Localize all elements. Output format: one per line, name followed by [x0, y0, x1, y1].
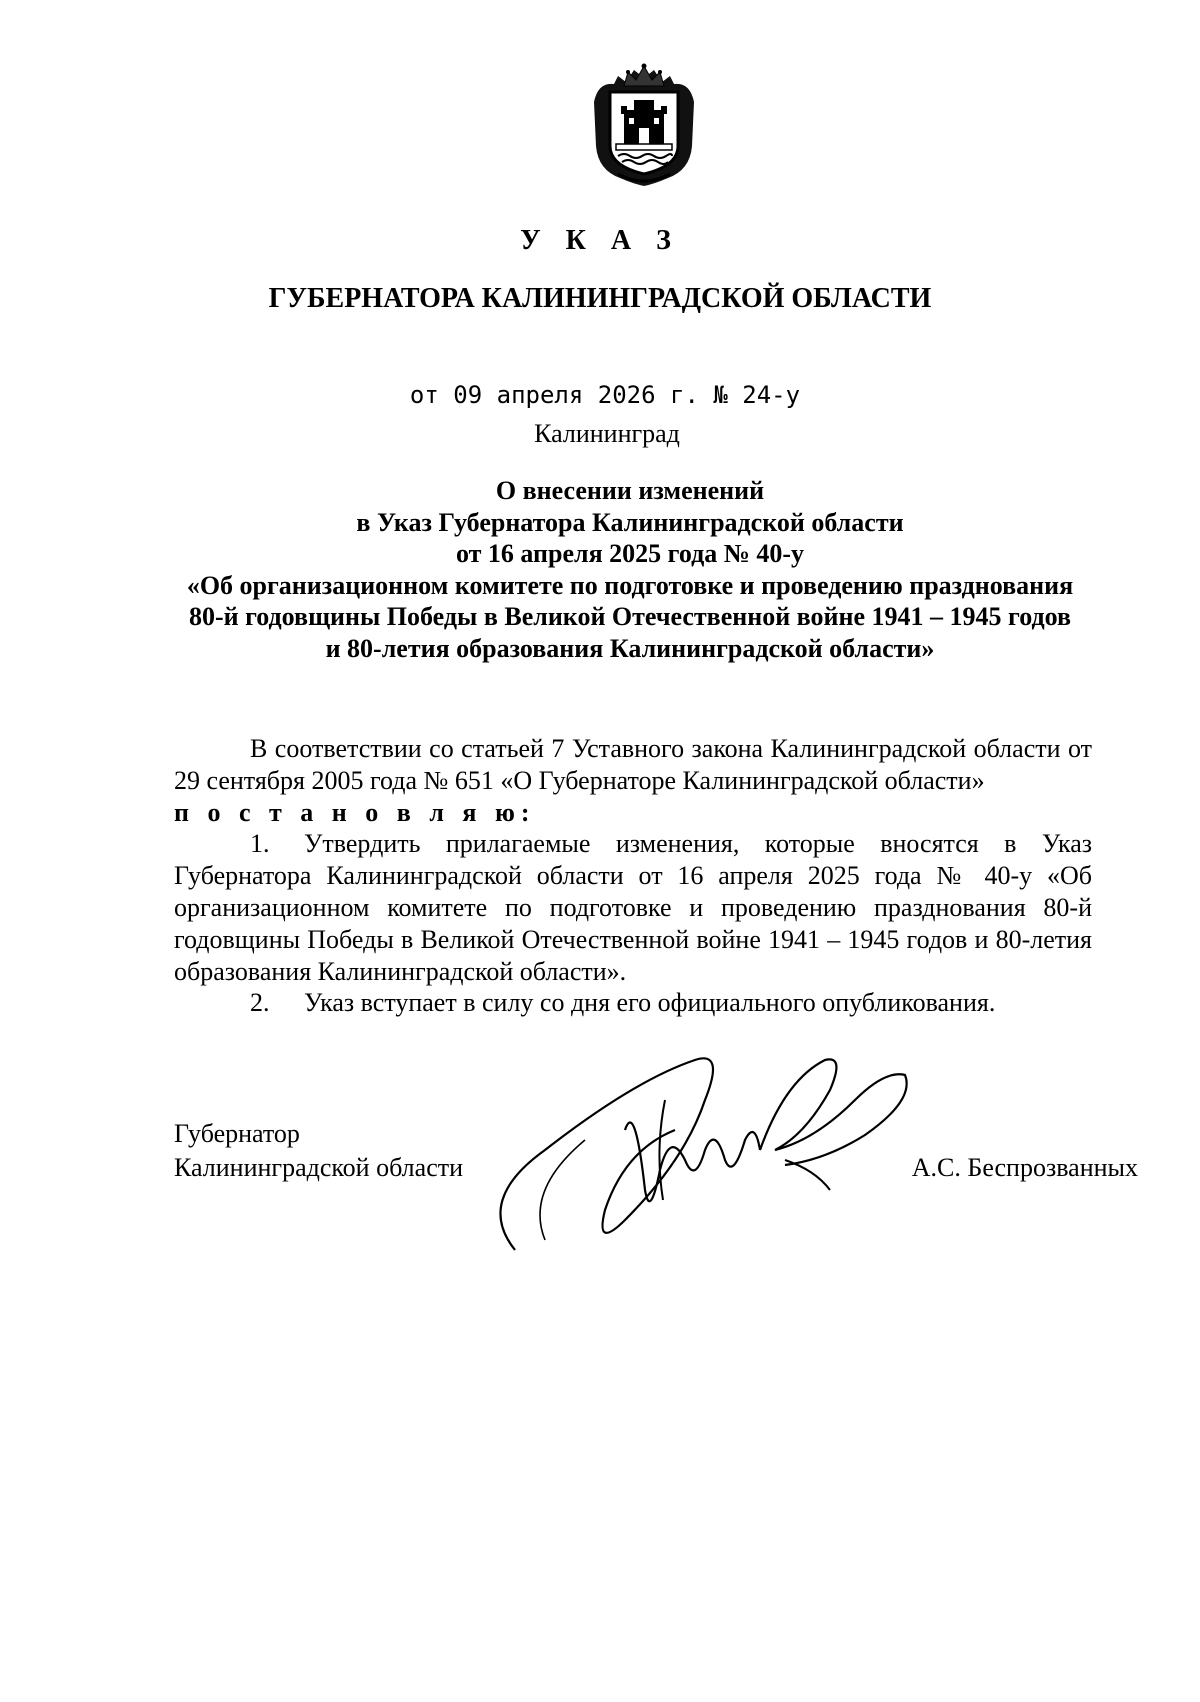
document-type-title: У К А З: [520, 225, 680, 256]
signer-name: А.С. Беспрозванных: [911, 1153, 1138, 1182]
signer-position-line: Калининградской области: [174, 1153, 464, 1182]
handwritten-signature: [485, 1040, 945, 1260]
document-heading: [150, 475, 1110, 664]
issuer-title: ГУБЕРНАТОРА КАЛИНИНГРАДСКОЙ ОБЛАСТИ: [268, 283, 932, 314]
document-body: [174, 733, 1092, 1019]
list-item: [174, 828, 1092, 987]
item-number: 2.: [250, 988, 270, 1018]
item-number: 1.: [250, 829, 270, 859]
signer-position: [174, 1117, 463, 1185]
list-item: [174, 987, 1092, 1019]
heading-line: в Указ Губернатора Калининградской области: [356, 507, 904, 537]
decree-word: п о с т а н о в л я ю:: [174, 797, 536, 827]
item-text: Указ вступает в силу со дня его официального опубликования.: [304, 988, 996, 1018]
preamble-paragraph: В соответствии со статьей 7 Уставного закона Калининградской области от 29 сентября 2005 года № 651 «О Губернаторе Калининградской области»: [174, 734, 1092, 795]
city: Калининград: [534, 419, 680, 448]
coat-of-arms-emblem: [588, 62, 700, 188]
heading-line: и 80-летия образования Калининградской области»: [325, 633, 935, 663]
date-and-number: от 09 апреля 2026 г. № 24-у: [409, 381, 801, 409]
heading-line: «Об организационном комитете по подготовке и проведению празднования: [186, 570, 1074, 600]
signer-position-line: Губернатор: [174, 1119, 300, 1148]
heading-line: от 16 апреля 2025 года № 40-у: [455, 539, 805, 568]
heading-line: 80-й годовщины Победы в Великой Отечественной войне 1941 – 1945 годов: [188, 602, 1071, 631]
item-text: Утвердить прилагаемые изменения, которые вносятся в Указ Губернатора Калининградской области от 16 апреля 2025 года № 40-у «Об организационном комитете по подготовке и проведению празднования 80-й годовщины Победы в Великой Отечественной войне 1941 – 1945 годов и 80-летия образования Калининградской области».: [174, 829, 1092, 986]
heading-line: О внесении изменений: [495, 476, 765, 505]
